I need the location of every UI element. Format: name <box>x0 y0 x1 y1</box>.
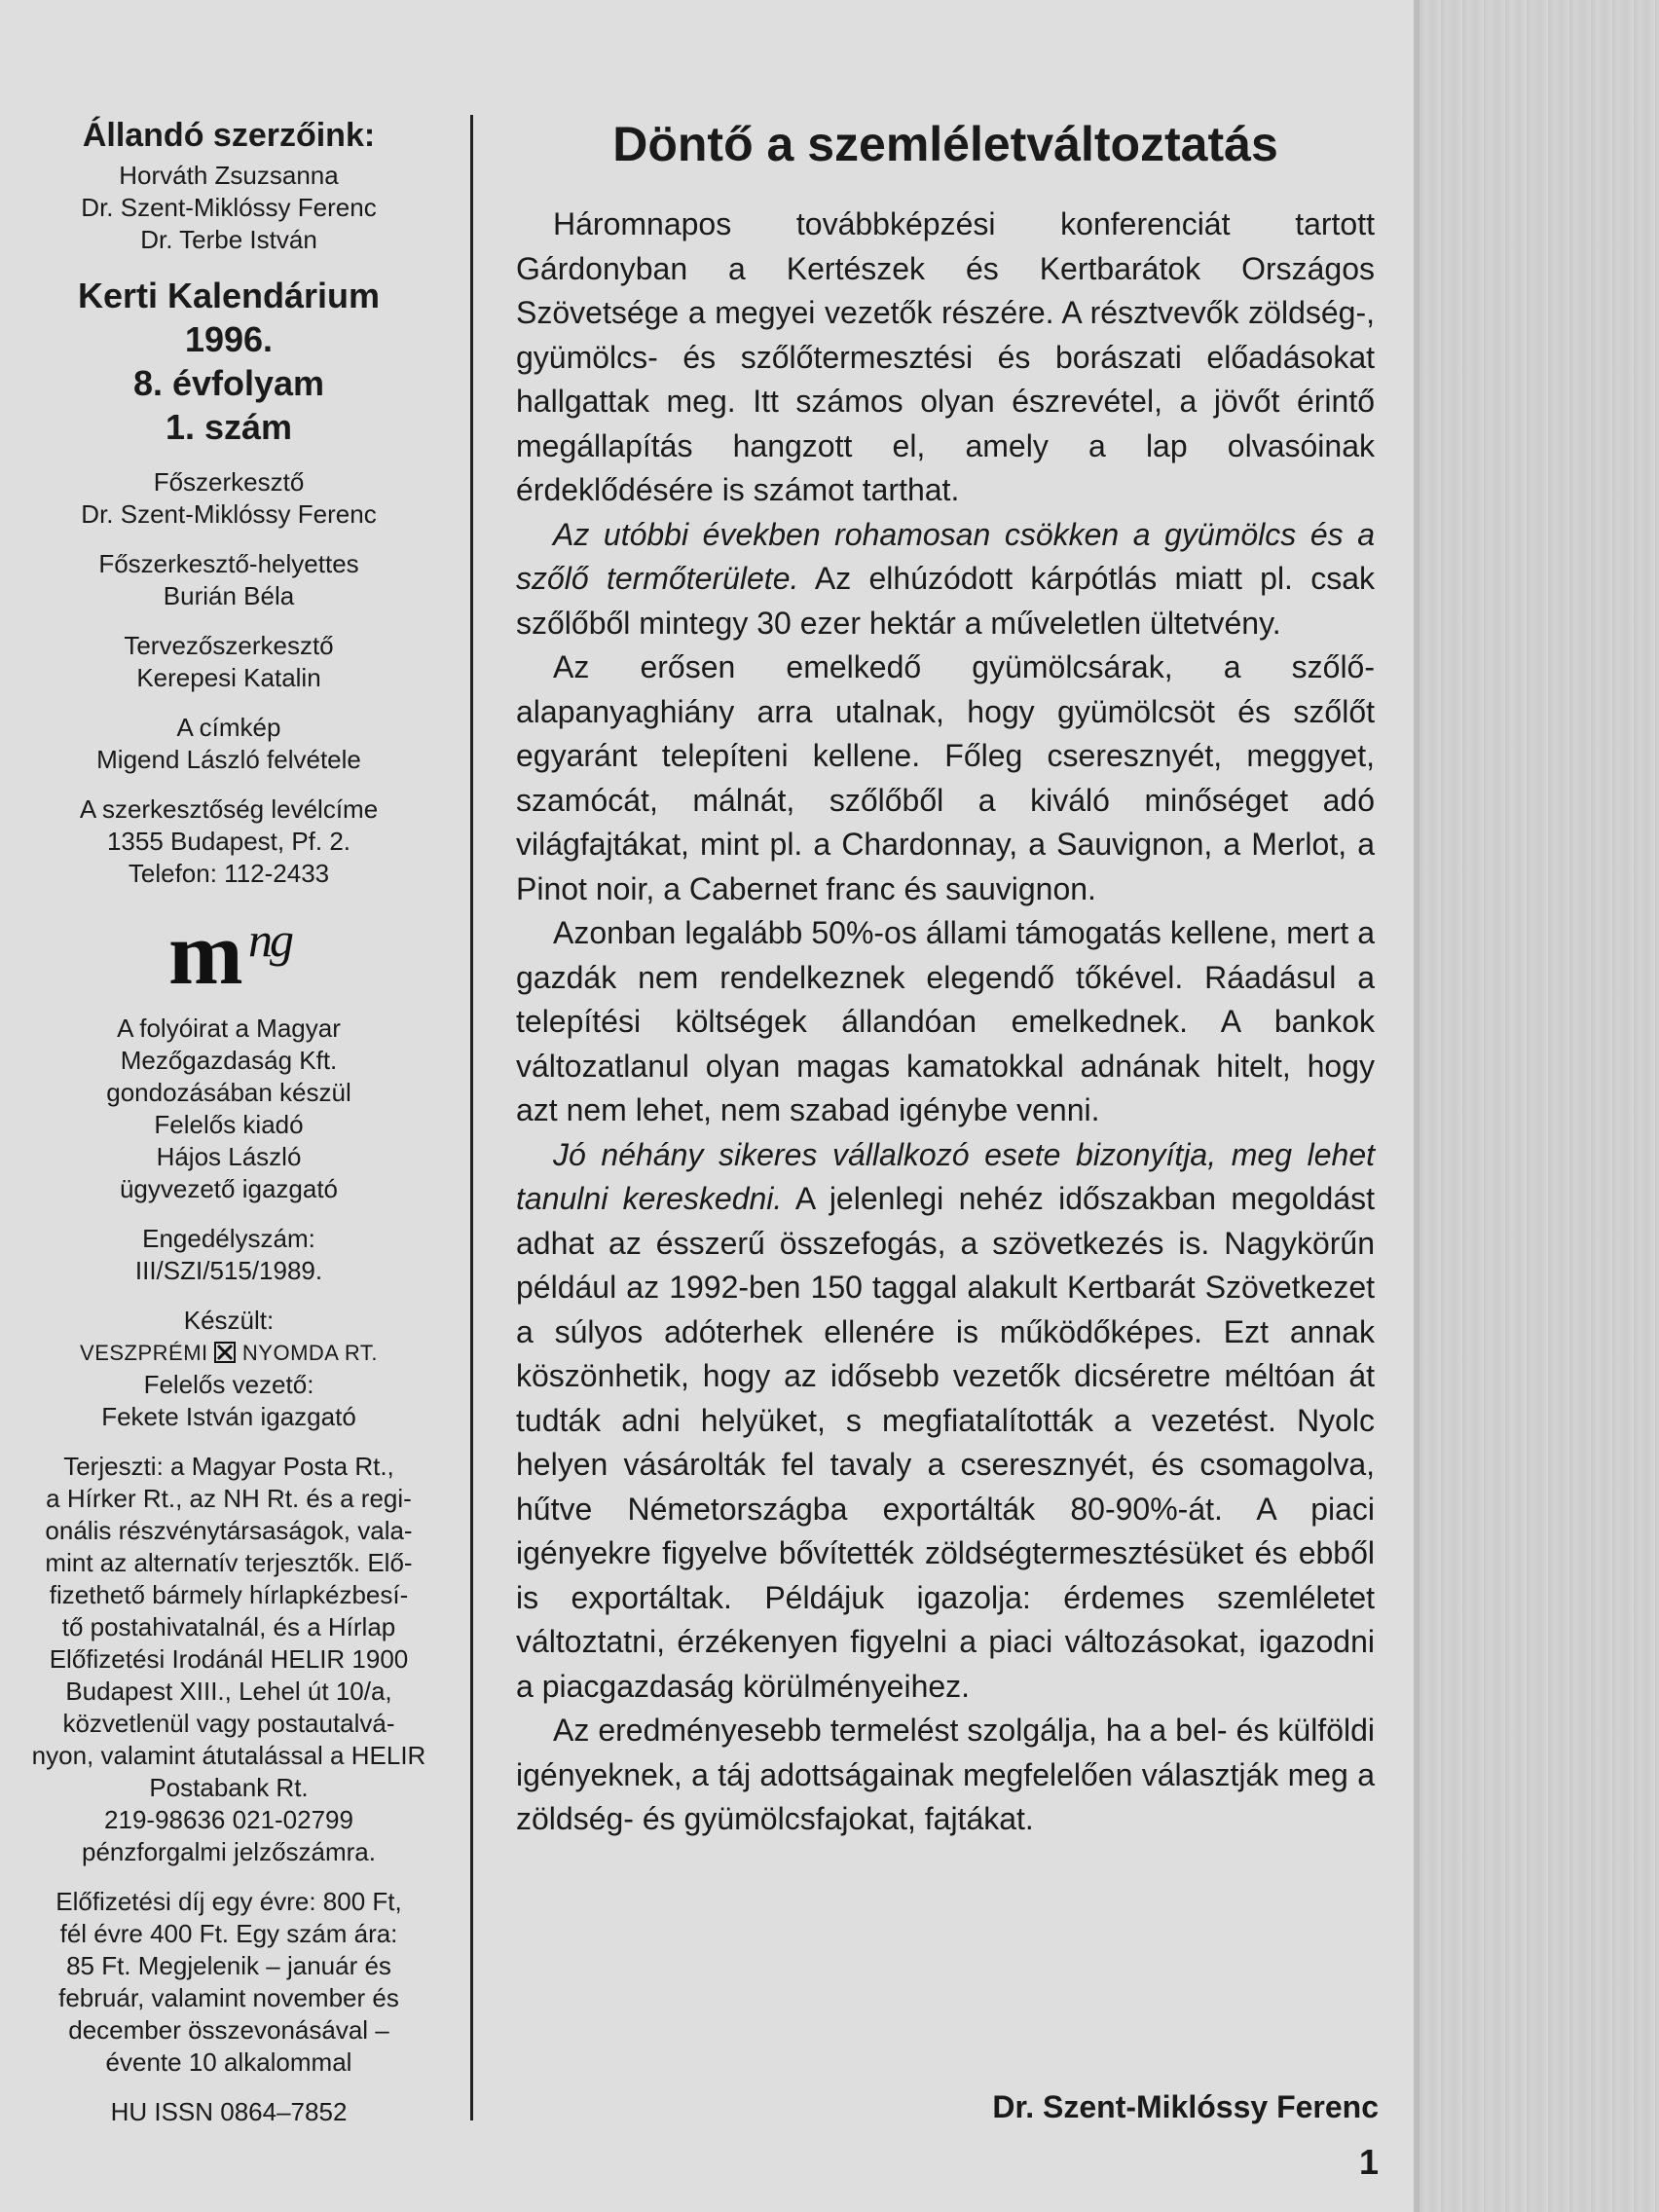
address-line: A szerkesztőség levélcíme <box>79 794 379 824</box>
authors-heading: Állandó szerzőink: <box>82 117 376 154</box>
author-line: Dr. Szent-Miklóssy Ferenc <box>81 193 377 222</box>
subscription-line: évente 10 alkalommal <box>105 2047 352 2077</box>
printed-label: Készült: <box>183 1306 275 1335</box>
author-signature: Dr. Szent-Miklóssy Ferenc <box>992 2089 1379 2124</box>
article-paragraph: Az eredményesebb termelést szolgálja, ha a bel- és külföldi igényeknek, a táj adottságainak megfelelően választják meg a zöldség- és gyümölcsfajokat, fajtákat. <box>516 1713 1375 1836</box>
printer-name-right: NYOMDA RT. <box>241 1341 378 1365</box>
distribution-line: a Hírker Rt., az NH Rt. és a regi- <box>46 1484 412 1513</box>
distribution-line: közvetlenül vagy postautalvá- <box>62 1709 395 1738</box>
svg-text:m: m <box>168 907 238 1001</box>
distribution-line: tő postahivatalnál, és a Hírlap <box>61 1612 396 1641</box>
design-name: Kerepesi Katalin <box>136 663 321 692</box>
article-paragraph: Azonban legalább 50%-os állami támogatás kellene, mert a gazdák nem rendelkeznek elegendő tőkével. Ráadásul a telepítési költségek állandóan emelkednek. A bankok változatlanul olyan magas kamatokkal adnának hitelt, hogy azt nem lehet, nem szabad igénybe venni. <box>516 915 1375 1127</box>
publication-volume: 8. évfolyam <box>132 363 325 403</box>
distribution-line: pénzforgalmi jelzőszámra. <box>81 1837 376 1866</box>
svg-text:ng: ng <box>248 912 291 967</box>
subscription-block <box>0 1886 458 2079</box>
license-line: Engedélyszám: <box>142 1224 315 1253</box>
printer-block <box>0 1305 458 1433</box>
distribution-line: mint az alternatív terjesztők. Elő- <box>45 1548 413 1577</box>
address-line: 1355 Budapest, Pf. 2. <box>106 827 351 856</box>
printer-name-left: VESZPRÉMI <box>80 1341 208 1365</box>
publisher-line: Hájos László <box>156 1142 302 1171</box>
printer-name <box>0 1337 458 1369</box>
deputy-editor-block <box>0 548 458 612</box>
distribution-line: Postabank Rt. <box>149 1773 309 1802</box>
distribution-line: 219-98636 021-02799 <box>104 1805 353 1834</box>
publisher-line: Felelős kiadó <box>154 1110 304 1139</box>
authors-block <box>0 115 458 256</box>
license-line: III/SZI/515/1989. <box>134 1256 323 1285</box>
deputy-name: Burián Béla <box>163 581 295 610</box>
article-paragraph: Az erősen emelkedő gyümölcsárak, a szőlő-alapanyaghiány arra utalnak, hogy gyümölcsöt és szőlőt egyaránt telepíteni kellene. Főleg cseresznyét, meggyet, szamócát, málnát, szőlőből a kiváló minőséget adó világfajtákat, mint pl. a Chardonnay, a Sauvignon, a Merlot, a Pinot noir, a Cabernet franc és sauvignon. <box>516 649 1375 906</box>
distribution-line: Előfizetési Irodánál HELIR 1900 <box>49 1644 409 1674</box>
cover-name: Migend László felvétele <box>96 745 361 774</box>
subscription-line: 85 Ft. Megjelenik – január és <box>66 1951 391 1980</box>
address-block <box>0 793 458 890</box>
article-paragraph: Háromnapos továbbképzési konferenciát tartott Gárdonyban a Kertészek és Kertbarátok Országos Szövetsége a megyei vezetők részére. A résztvevők zöldség-, gyümölcs- és szőlőtermesztési és borászati előadásokat hallgattak meg. Itt számos olyan észrevétel, a jövőt érintő megállapítás hangzott el, amely a lap olvasóinak érdeklődésére is számot tarthat. <box>516 206 1375 507</box>
design-editor-block <box>0 630 458 694</box>
cover-role: A címkép <box>176 713 281 742</box>
mng-logo <box>131 907 326 1001</box>
publisher-line: ügyvezető igazgató <box>119 1174 339 1203</box>
publication-block <box>0 274 458 449</box>
italic-lead: Az utóbbi években rohamosan csökken a gyümölcs és a szőlő termőterülete. <box>516 516 1375 596</box>
distribution-line: onális részvénytársaságok, vala- <box>45 1516 413 1545</box>
printer-mark-icon <box>214 1342 236 1363</box>
cover-credit-block <box>0 712 458 776</box>
masthead-sidebar <box>0 115 458 2146</box>
distribution-line: Terjeszti: a Magyar Posta Rt., <box>63 1452 394 1481</box>
author-line: Dr. Terbe István <box>140 225 317 254</box>
paragraph-text: A jelenlegi nehéz időszakban megoldást adhat az ésszerű összefogás, a szövetkezés is. Nagykörűn például az 1992-ben 150 taggal alakult Kertbarát Szövetkezet a súlyos adóterhek ellenére is működőképes. Ezt annak köszönhetik, hogy az idősebb vezetők dicséretre méltóan át tudták adni helyüket, s megfiatalították a vezetést. Nyolc helyen vásárolták fel tavaly a cseresznyét, és csomagolva, hűtve Németországba exportálták 80-90%-át. A piaci igényekre figyelve bővítették zöldségtermesztésüket és ebből is exportáltak. Példájuk igazolja: érdemes szemléletet változtatni, érzékenyen figyelni a piaci változásokat, igazodni a piacgazdaság körülményeihez. <box>516 1181 1376 1704</box>
paragraph-text: Az elhúzódott kárpótlás miatt pl. csak szőlőből mintegy 30 ezer hektár a műveletlen ültetvény. <box>516 561 1376 641</box>
publication-title: Kerti Kalendárium <box>77 276 381 315</box>
publisher-line: gondozásában készül <box>106 1078 351 1107</box>
design-role: Tervezőszerkesztő <box>124 631 334 660</box>
issn: HU ISSN 0864–7852 <box>110 2097 348 2126</box>
article-paragraph <box>516 513 1375 646</box>
printer-line: Felelős vezető: <box>143 1370 314 1399</box>
license-block <box>0 1223 458 1287</box>
distribution-line: fizethető bármely hírlapkézbesí- <box>49 1580 409 1609</box>
page-number: 1 <box>1358 2142 1379 2182</box>
distribution-line: nyon, valamint átutalással a HELIR <box>31 1741 426 1770</box>
subscription-line: Előfizetési díj egy évre: 800 Ft, <box>55 1887 402 1916</box>
author-line: Horváth Zsuzsanna <box>119 161 339 190</box>
address-line: Telefon: 112-2433 <box>128 859 330 888</box>
publication-year: 1996. <box>184 319 274 359</box>
editor-block <box>0 466 458 531</box>
article-paragraph <box>516 1133 1375 1710</box>
editor-name: Dr. Szent-Miklóssy Ferenc <box>81 499 377 529</box>
deputy-role: Főszerkesztő-helyettes <box>98 549 359 578</box>
article <box>516 115 1375 1842</box>
subscription-line: december összevonásával – <box>68 2015 389 2045</box>
subscription-line: február, valamint november és <box>58 1983 399 2012</box>
printer-line: Fekete István igazgató <box>101 1402 356 1431</box>
publisher-line: Mezőgazdaság Kft. <box>120 1046 338 1075</box>
publisher-line: A folyóirat a Magyar <box>117 1014 341 1043</box>
editor-role: Főszerkesztő <box>153 467 305 497</box>
publication-issue: 1. szám <box>165 407 293 447</box>
underlying-page-edge <box>1419 0 1659 2212</box>
subscription-line: fél évre 400 Ft. Egy szám ára: <box>59 1919 398 1948</box>
distribution-line: Budapest XIII., Lehel út 10/a, <box>65 1677 392 1706</box>
column-divider <box>470 115 473 2120</box>
italic-lead: Jó néhány sikeres vállalkozó esete bizonyítja, meg lehet tanulni kereskedni. <box>516 1136 1375 1216</box>
article-title: Döntő a szemléletváltoztatás <box>612 117 1278 171</box>
distribution-block <box>0 1451 458 1868</box>
publisher-block <box>0 1013 458 1205</box>
